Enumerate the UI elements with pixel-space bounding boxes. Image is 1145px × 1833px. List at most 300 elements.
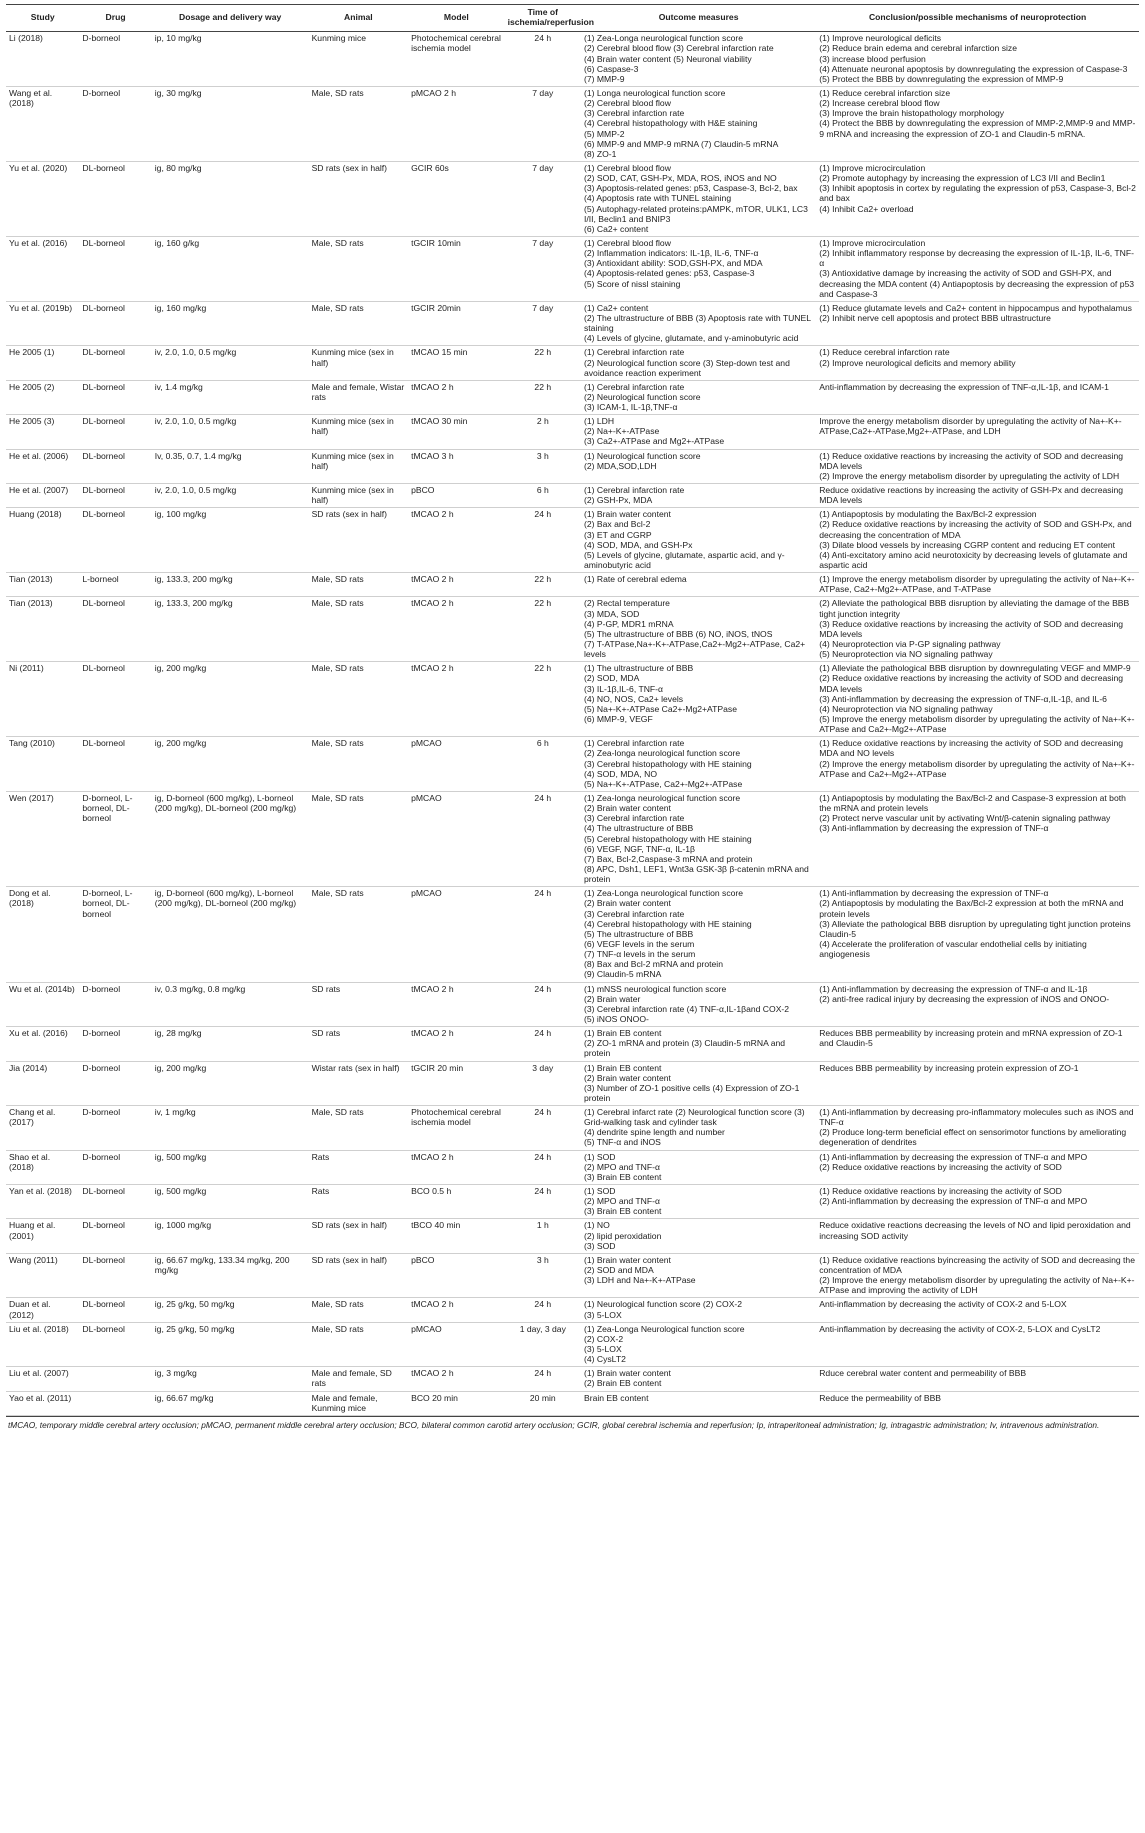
outcome-line: (1) Zea-Longa Neurological function score <box>583 1323 745 1334</box>
outcome-line: (4) Brain water content (5) Neuronal viability <box>583 53 752 64</box>
cell-animal: SD rats (sex in half) <box>309 161 409 236</box>
cell-model: BCO 20 min <box>408 1391 505 1415</box>
cell-outcomes <box>581 791 816 886</box>
cell-model: tMCAO 3 h <box>408 449 505 483</box>
cell-dosage: iv, 0.3 mg/kg, 0.8 mg/kg <box>152 982 309 1027</box>
outcome-line: (4) Cerebral histopathology with H&E staining <box>583 118 758 129</box>
conclusion-line: Reduce oxidative reactions decreasing the levels of NO and lipid peroxidation and increasing SOD activity <box>819 1220 1131 1241</box>
cell-study: Yu et al. (2020) <box>6 161 79 236</box>
table-row <box>6 380 1139 414</box>
cell-study: He et al. (2007) <box>6 484 79 508</box>
outcome-line: (3) LDH and Na+-K+-ATPase <box>583 1275 696 1286</box>
cell-study: Chang et al. (2017) <box>6 1106 79 1151</box>
cell-drug: DL-borneol <box>79 415 151 449</box>
cell-animal: Male, SD rats <box>309 1106 409 1151</box>
outcome-line: (2) Rectal temperature <box>583 598 670 609</box>
cell-outcomes <box>581 573 816 597</box>
conclusion-line: Anti-inflammation by decreasing the activity of COX-2, 5-LOX and CysLT2 <box>819 1323 1101 1334</box>
cell-outcomes <box>581 380 816 414</box>
cell-dosage: ig, 28 mg/kg <box>152 1027 309 1061</box>
cell-outcomes <box>581 484 816 508</box>
cell-outcomes <box>581 346 816 380</box>
table-row <box>6 791 1139 886</box>
cell-conclusions <box>816 662 1139 737</box>
cell-time: 3 day <box>505 1061 581 1106</box>
cell-time: 24 h <box>505 32 581 87</box>
header-model: Model <box>408 5 505 32</box>
cell-conclusions <box>816 86 1139 161</box>
cell-drug: DL-borneol <box>79 449 151 483</box>
cell-model: tMCAO 2 h <box>408 1027 505 1061</box>
cell-outcomes <box>581 887 816 982</box>
conclusion-line: (1) Reduce oxidative reactions by increasing the activity of SOD and decreasing MDA levels <box>819 450 1124 471</box>
outcome-line: (1) Brain water content <box>583 1368 671 1379</box>
cell-drug: DL-borneol <box>79 662 151 737</box>
outcome-line: (4) SOD, MDA, NO <box>583 768 658 779</box>
table-row <box>6 508 1139 573</box>
cell-conclusions <box>816 573 1139 597</box>
cell-study: Jia (2014) <box>6 1061 79 1106</box>
cell-time: 22 h <box>505 346 581 380</box>
cell-dosage: ig, 100 mg/kg <box>152 508 309 573</box>
cell-conclusions <box>816 1367 1139 1391</box>
table-header-row <box>6 5 1139 32</box>
cell-model: tMCAO 30 min <box>408 415 505 449</box>
conclusion-line: (4) Protect the BBB by downregulating the expression of MMP-2,MMP-9 and MMP-9 mRNA and increasing the expression of ZO-1 and Claudin-5 mRNA. <box>819 118 1136 139</box>
cell-conclusions <box>816 1185 1139 1219</box>
conclusion-line: (1) Reduce glutamate levels and Ca2+ content in hippocampus and hypothalamus <box>819 302 1132 313</box>
outcome-line: (5) MMP-2 <box>583 128 625 139</box>
outcome-line: (6) MMP-9 and MMP-9 mRNA (7) Claudin-5 mRNA <box>583 138 779 149</box>
outcome-line: (4) The ultrastructure of BBB <box>583 823 694 834</box>
cell-dosage: iv, 2.0, 1.0, 0.5 mg/kg <box>152 484 309 508</box>
cell-drug: DL-borneol <box>79 1219 151 1253</box>
header-dosage: Dosage and delivery way <box>152 5 309 32</box>
cell-dosage: iv, 2.0, 1.0, 0.5 mg/kg <box>152 415 309 449</box>
conclusion-line: (1) Antiapoptosis by modulating the Bax/Bcl-2 and Caspase-3 expression at both the mRNA and protein levels <box>819 792 1126 814</box>
outcome-line: (3) IL-1β,IL-6, TNF-α <box>583 683 663 694</box>
cell-dosage: ig, 30 mg/kg <box>152 86 309 161</box>
cell-time: 1 h <box>505 1219 581 1253</box>
outcome-line: (3) Cerebral infarction rate (4) TNF-α,IL-1βand COX-2 <box>583 1003 790 1014</box>
cell-dosage: iv, 1.4 mg/kg <box>152 380 309 414</box>
outcome-line: (1) Cerebral blood flow <box>583 237 671 248</box>
outcome-line: (5) Na+-K+-ATPase Ca2+-Mg2+ATPase <box>583 703 737 714</box>
cell-conclusions <box>816 737 1139 792</box>
conclusion-line: (3) Antioxidative damage by increasing the activity of SOD and GSH-PX, and decreasing the MDA content (4) Antiapoptosis by decreasing the expression of p53 and Caspase-3 <box>819 268 1135 299</box>
table-row <box>6 1322 1139 1367</box>
cell-outcomes <box>581 1391 816 1415</box>
conclusion-line: (2) Anti-inflammation by decreasing the expression of TNF-α and MPO <box>819 1196 1088 1207</box>
conclusion-line: Anti-inflammation by decreasing the expression of TNF-α,IL-1β, and ICAM-1 <box>819 381 1109 392</box>
cell-time: 22 h <box>505 380 581 414</box>
conclusion-line: (2) Promote autophagy by increasing the expression of LC3 I/II and Beclin1 <box>819 173 1106 184</box>
cell-study: Yao et al. (2011) <box>6 1391 79 1415</box>
outcome-line: (1) Cerebral infarction rate <box>583 485 685 496</box>
outcome-line: (6) Caspase-3 <box>583 63 639 74</box>
cell-study: Liu et al. (2018) <box>6 1322 79 1367</box>
cell-study: He 2005 (3) <box>6 415 79 449</box>
cell-animal: Wistar rats (sex in half) <box>309 1061 409 1106</box>
outcome-line: (1) NO <box>583 1220 610 1231</box>
table-row <box>6 662 1139 737</box>
outcome-line: (1) Brain water content <box>583 509 671 520</box>
cell-animal: SD rats (sex in half) <box>309 508 409 573</box>
cell-time: 24 h <box>505 887 581 982</box>
conclusion-line: (3) Alleviate the pathological BBB disruption by upregulating tight junction proteins Claudin-5 <box>819 918 1131 939</box>
outcome-line: (3) MDA, SOD <box>583 608 640 619</box>
cell-conclusions <box>816 508 1139 573</box>
conclusion-line: (2) Inhibit nerve cell apoptosis and protect BBB ultrastructure <box>819 312 1051 323</box>
outcome-line: (5) Na+-K+-ATPase, Ca2+-Mg2+-ATPase <box>583 778 743 789</box>
cell-study: Duan et al. (2012) <box>6 1298 79 1322</box>
cell-conclusions <box>816 236 1139 301</box>
outcome-line: (2) SOD and MDA <box>583 1265 654 1276</box>
cell-animal: SD rats (sex in half) <box>309 1253 409 1298</box>
cell-drug: DL-borneol <box>79 346 151 380</box>
outcome-line: (1) The ultrastructure of BBB <box>583 663 694 674</box>
conclusion-line: (1) Improve microcirculation <box>819 237 926 248</box>
cell-animal: Male and female, SD rats <box>309 1367 409 1391</box>
outcome-line: (2) Cerebral blood flow <box>583 98 671 109</box>
cell-conclusions <box>816 1298 1139 1322</box>
cell-outcomes <box>581 1106 816 1151</box>
outcome-line: (2) The ultrastructure of BBB (3) Apoptosis rate with TUNEL staining <box>583 312 811 334</box>
cell-model: tMCAO 2 h <box>408 573 505 597</box>
outcome-line: (1) Brain water content <box>583 1254 671 1265</box>
conclusion-line: (5) Improve the energy metabolism disorder by upregulating the activity of Na+-K+-ATPase and Ca2+-Mg2+-ATPase <box>819 714 1135 735</box>
outcome-line: (2) Neurological function score <box>583 391 701 402</box>
cell-outcomes <box>581 1185 816 1219</box>
cell-animal: Male, SD rats <box>309 791 409 886</box>
cell-drug: DL-borneol <box>79 380 151 414</box>
cell-dosage: ip, 10 mg/kg <box>152 32 309 87</box>
cell-conclusions <box>816 301 1139 346</box>
cell-study: He 2005 (1) <box>6 346 79 380</box>
cell-conclusions <box>816 887 1139 982</box>
cell-model: pMCAO <box>408 791 505 886</box>
cell-outcomes <box>581 32 816 87</box>
cell-animal: SD rats <box>309 982 409 1027</box>
cell-dosage: iv, 2.0, 1.0, 0.5 mg/kg <box>152 346 309 380</box>
conclusion-line: (1) Anti-inflammation by decreasing the expression of TNF-α <box>819 888 1049 899</box>
cell-dosage: ig, 66.67 mg/kg <box>152 1391 309 1415</box>
outcome-line: (6) MMP-9, VEGF <box>583 714 653 724</box>
cell-animal: Male, SD rats <box>309 737 409 792</box>
conclusion-line: (1) Improve microcirculation <box>819 162 926 173</box>
cell-drug: D-borneol <box>79 1106 151 1151</box>
cell-time: 22 h <box>505 662 581 737</box>
cell-outcomes <box>581 301 816 346</box>
outcome-line: (3) SOD <box>583 1240 616 1251</box>
outcome-line: (8) APC, Dsh1, LEF1, Wnt3a GSK-3β β-catenin mRNA and protein <box>583 863 809 885</box>
conclusion-line: (1) Reduce cerebral infarction rate <box>819 347 950 358</box>
cell-drug: DL-borneol <box>79 484 151 508</box>
outcome-line: (2) Brain water content <box>583 1072 671 1083</box>
outcome-line: (2) SOD, MDA <box>583 673 640 684</box>
cell-animal: Male, SD rats <box>309 1298 409 1322</box>
outcome-line: (1) Cerebral infarction rate <box>583 738 685 749</box>
cell-outcomes <box>581 508 816 573</box>
cell-dosage: ig, 200 mg/kg <box>152 1061 309 1106</box>
cell-outcomes <box>581 982 816 1027</box>
cell-conclusions <box>816 161 1139 236</box>
cell-time: 22 h <box>505 597 581 662</box>
cell-outcomes <box>581 1027 816 1061</box>
conclusion-line: (2) anti-free radical injury by decreasing the expression of iNOS and ONOO- <box>819 993 1110 1004</box>
outcome-line: (9) Claudin-5 mRNA <box>583 969 662 980</box>
conclusion-line: Reduce oxidative reactions by increasing the activity of GSH-Px and decreasing MDA levels <box>819 485 1124 506</box>
cell-conclusions <box>816 982 1139 1027</box>
cell-animal: Kunming mice (sex in half) <box>309 484 409 508</box>
cell-study: He et al. (2006) <box>6 449 79 483</box>
cell-time: 22 h <box>505 573 581 597</box>
cell-time: 3 h <box>505 1253 581 1298</box>
outcome-line: (5) Levels of glycine, glutamate, aspartic acid, and γ-aminobutyric acid <box>583 549 785 571</box>
cell-outcomes <box>581 597 816 662</box>
cell-animal: Male, SD rats <box>309 887 409 982</box>
outcome-line: (3) Brain EB content <box>583 1171 662 1182</box>
borneol-neuroprotection-table <box>6 4 1139 1416</box>
cell-model: GCIR 60s <box>408 161 505 236</box>
outcome-line: (2) Inflammation indicators: IL-1β, IL-6, TNF-α <box>583 248 759 259</box>
outcome-line: (1) Zea-Longa neurological function score <box>583 888 744 899</box>
cell-study: Yu et al. (2016) <box>6 236 79 301</box>
cell-outcomes <box>581 737 816 792</box>
outcome-line: (1) Neurological function score (2) COX-2 <box>583 1299 743 1310</box>
cell-animal: Male and female, Kunming mice <box>309 1391 409 1415</box>
outcome-line: (5) The ultrastructure of BBB (6) NO, iNOS, tNOS <box>583 628 773 639</box>
outcome-line: (7) T-ATPase,Na+-K+-ATPase,Ca2+-Mg2+-ATPase, Ca2+ levels <box>583 639 806 660</box>
cell-dosage: ig, 1000 mg/kg <box>152 1219 309 1253</box>
cell-dosage: ig, D-borneol (600 mg/kg), L-borneol (200 mg/kg), DL-borneol (200 mg/kg) <box>152 887 309 982</box>
outcome-line: (3) 5-LOX <box>583 1309 622 1320</box>
cell-animal: Male and female, Wistar rats <box>309 380 409 414</box>
cell-time: 24 h <box>505 1106 581 1151</box>
outcome-line: (1) Brain EB content <box>583 1028 662 1039</box>
cell-conclusions <box>816 346 1139 380</box>
cell-dosage: ig, 500 mg/kg <box>152 1150 309 1184</box>
cell-animal: Kunming mice (sex in half) <box>309 415 409 449</box>
table-row <box>6 1219 1139 1253</box>
conclusion-line: (4) Accelerate the proliferation of vascular endothelial cells by initiating angiogenesis <box>819 938 1087 960</box>
header-animal: Animal <box>309 5 409 32</box>
conclusion-line: (2) Alleviate the pathological BBB disruption by alleviating the damage of the BBB tight junction integrity <box>819 598 1130 619</box>
cell-outcomes <box>581 161 816 236</box>
table-row <box>6 1391 1139 1415</box>
cell-dosage: ig, 200 mg/kg <box>152 737 309 792</box>
cell-animal: Male, SD rats <box>309 301 409 346</box>
cell-outcomes <box>581 1253 816 1298</box>
outcome-line: (4) Cerebral histopathology with HE staining <box>583 918 752 929</box>
cell-drug <box>79 1367 151 1391</box>
cell-conclusions <box>816 1106 1139 1151</box>
cell-animal: Male, SD rats <box>309 662 409 737</box>
outcome-line: (5) The ultrastructure of BBB <box>583 928 694 939</box>
cell-model: Photochemical cerebral ischemia model <box>408 32 505 87</box>
cell-time: 24 h <box>505 1185 581 1219</box>
table-row <box>6 484 1139 508</box>
table-row <box>6 86 1139 161</box>
outcome-line: (1) Brain EB content <box>583 1062 662 1073</box>
conclusion-line: (1) Reduce cerebral infarction size <box>819 87 951 98</box>
cell-model: pBCO <box>408 484 505 508</box>
cell-drug: DL-borneol <box>79 161 151 236</box>
outcome-line: (3) Antioxidant ability: SOD,GSH-PX, and MDA <box>583 258 763 269</box>
outcome-line: (7) MMP-9 <box>583 73 625 84</box>
cell-animal: Kunming mice <box>309 32 409 87</box>
outcome-line: (2) Brain water content <box>583 898 671 909</box>
outcome-line: (2) Zea-longa neurological function score <box>583 748 741 759</box>
table-row <box>6 1185 1139 1219</box>
outcome-line: (3) ICAM-1, IL-1β,TNF-α <box>583 402 678 413</box>
cell-time: 6 h <box>505 737 581 792</box>
outcome-line: (4) CysLT2 <box>583 1354 626 1365</box>
cell-model: pMCAO <box>408 887 505 982</box>
cell-model: tMCAO 2 h <box>408 380 505 414</box>
table-row <box>6 301 1139 346</box>
cell-time: 24 h <box>505 791 581 886</box>
conclusion-line: (3) increase blood perfusion <box>819 53 926 64</box>
cell-time: 7 day <box>505 236 581 301</box>
outcome-line: (4) NO, NOS, Ca2+ levels <box>583 693 684 704</box>
cell-time: 3 h <box>505 449 581 483</box>
cell-conclusions <box>816 791 1139 886</box>
cell-outcomes <box>581 1298 816 1322</box>
outcome-line: (5) TNF-α and iNOS <box>583 1137 661 1148</box>
cell-study: Huang et al. (2001) <box>6 1219 79 1253</box>
table-row <box>6 573 1139 597</box>
outcome-line: (5) Cerebral histopathology with HE staining <box>583 833 752 844</box>
cell-drug: D-borneol <box>79 1150 151 1184</box>
cell-drug: D-borneol <box>79 32 151 87</box>
outcome-line: Brain EB content <box>583 1392 649 1403</box>
conclusion-line: (3) Improve the brain histopathology morphology <box>819 108 1005 119</box>
conclusion-line: (2) Produce long-term beneficial effect on sensorimotor functions by ameliorating degeneration of dendrites <box>819 1127 1127 1148</box>
conclusion-line: (1) Anti-inflammation by decreasing pro-inflammatory molecules such as iNOS and TNF-α <box>819 1107 1134 1128</box>
outcome-line: (3) Apoptosis-related genes: p53, Caspase-3, Bcl-2, bax <box>583 183 798 194</box>
cell-model: BCO 0.5 h <box>408 1185 505 1219</box>
outcome-line: (4) SOD, MDA, and GSH-Px <box>583 539 693 550</box>
outcome-line: (1) Rate of cerebral edema <box>583 574 687 585</box>
cell-study: Wen (2017) <box>6 791 79 886</box>
cell-drug: D-borneol <box>79 1027 151 1061</box>
conclusion-line: (3) Reduce oxidative reactions by increasing the activity of SOD and decreasing MDA levels <box>819 618 1124 639</box>
outcome-line: (1) Ca2+ content <box>583 302 649 313</box>
cell-dosage: Iv, 0.35, 0.7, 1.4 mg/kg <box>152 449 309 483</box>
cell-model: tGCIR 10min <box>408 236 505 301</box>
outcome-line: (2) Bax and Bcl-2 <box>583 519 651 530</box>
cell-dosage: ig, 66.67 mg/kg, 133.34 mg/kg, 200 mg/kg <box>152 1253 309 1298</box>
cell-outcomes <box>581 1367 816 1391</box>
outcome-line: (2) MPO and TNF-α <box>583 1196 660 1207</box>
table-row <box>6 449 1139 483</box>
conclusion-line: (3) Anti-inflammation by decreasing the expression of TNF-α,IL-1β, and IL-6 <box>819 693 1107 704</box>
outcome-line: (3) Cerebral infarction rate <box>583 908 685 919</box>
cell-study: Huang (2018) <box>6 508 79 573</box>
outcome-line: (5) Autophagy-related proteins:pAMPK, mTOR, ULK1, LC3 I/II, Beclin1 and BNIP3 <box>583 203 808 224</box>
outcome-line: (4) P-GP, MDR1 mRNA <box>583 618 674 629</box>
outcome-line: (8) ZO-1 <box>583 148 617 159</box>
cell-time: 24 h <box>505 1367 581 1391</box>
cell-conclusions <box>816 597 1139 662</box>
cell-study: Shao et al. (2018) <box>6 1150 79 1184</box>
table-row <box>6 887 1139 982</box>
outcome-line: (1) SOD <box>583 1151 616 1162</box>
table-row <box>6 1061 1139 1106</box>
cell-model: pMCAO 2 h <box>408 86 505 161</box>
outcome-line: (6) VEGF levels in the serum <box>583 938 695 949</box>
cell-outcomes <box>581 86 816 161</box>
cell-animal: Male, SD rats <box>309 573 409 597</box>
cell-conclusions <box>816 1219 1139 1253</box>
cell-conclusions <box>816 1150 1139 1184</box>
cell-outcomes <box>581 415 816 449</box>
cell-time: 7 day <box>505 301 581 346</box>
cell-model: tMCAO 2 h <box>408 1367 505 1391</box>
conclusion-line: (1) Anti-inflammation by decreasing the expression of TNF-α and IL-1β <box>819 983 1088 994</box>
cell-model: tMCAO 2 h <box>408 1150 505 1184</box>
outcome-line: (3) Number of ZO-1 positive cells (4) Expression of ZO-1 protein <box>583 1082 800 1103</box>
outcome-line: (4) Apoptosis rate with TUNEL staining <box>583 193 732 204</box>
cell-study: Tang (2010) <box>6 737 79 792</box>
cell-animal: SD rats <box>309 1027 409 1061</box>
cell-outcomes <box>581 236 816 301</box>
cell-outcomes <box>581 1219 816 1253</box>
cell-animal: Male, SD rats <box>309 86 409 161</box>
conclusion-line: (2) Improve neurological deficits and memory ability <box>819 357 1016 368</box>
cell-animal: Kunming mice (sex in half) <box>309 449 409 483</box>
outcome-line: (1) Cerebral infarction rate <box>583 381 685 392</box>
cell-outcomes <box>581 662 816 737</box>
outcome-line: (2) Brain water <box>583 993 641 1004</box>
header-conclusions: Conclusion/possible mechanisms of neuroprotection <box>816 5 1139 32</box>
cell-conclusions <box>816 32 1139 87</box>
cell-drug: D-borneol <box>79 1061 151 1106</box>
cell-model: tMCAO 2 h <box>408 662 505 737</box>
cell-animal: Rats <box>309 1150 409 1184</box>
conclusion-line: (2) Increase cerebral blood flow <box>819 98 940 109</box>
cell-study: Wang et al. (2018) <box>6 86 79 161</box>
cell-time: 7 day <box>505 161 581 236</box>
conclusion-line: (1) Improve neurological deficits <box>819 33 942 44</box>
outcome-line: (1) Cerebral blood flow <box>583 162 671 173</box>
conclusion-line: (2) Reduce oxidative reactions by increasing the activity of SOD <box>819 1161 1062 1172</box>
outcome-line: (2) Neurological function score (3) Step-down test and avoidance reaction experiment <box>583 357 790 378</box>
outcome-line: (1) Longa neurological function score <box>583 87 726 98</box>
cell-time: 24 h <box>505 1298 581 1322</box>
conclusion-line: (1) Reduce oxidative reactions byincreasing the activity of SOD and decreasing the concentration of MDA <box>819 1254 1135 1276</box>
outcome-line: (4) dendrite spine length and number <box>583 1127 725 1138</box>
cell-study: Liu et al. (2007) <box>6 1367 79 1391</box>
cell-model: tGCIR 20min <box>408 301 505 346</box>
cell-study: Tian (2013) <box>6 597 79 662</box>
cell-model: tMCAO 15 min <box>408 346 505 380</box>
cell-dosage: ig, 160 mg/kg <box>152 301 309 346</box>
cell-conclusions <box>816 380 1139 414</box>
cell-time: 6 h <box>505 484 581 508</box>
outcome-line: (5) iNOS ONOO- <box>583 1013 649 1024</box>
cell-drug: D-borneol, L-borneol, DL-borneol <box>79 887 151 982</box>
conclusion-line: (1) Antiapoptosis by modulating the Bax/Bcl-2 expression <box>819 509 1037 520</box>
cell-model: tGCIR 20 min <box>408 1061 505 1106</box>
cell-model: tMCAO 2 h <box>408 508 505 573</box>
cell-time: 20 min <box>505 1391 581 1415</box>
outcome-line: (5) Score of nissl staining <box>583 278 681 289</box>
cell-dosage: ig, D-borneol (600 mg/kg), L-borneol (200 mg/kg), DL-borneol (200 mg/kg) <box>152 791 309 886</box>
outcome-line: (2) Cerebral blood flow (3) Cerebral infarction rate <box>583 43 774 54</box>
outcome-line: (3) Cerebral infarction rate <box>583 108 685 119</box>
